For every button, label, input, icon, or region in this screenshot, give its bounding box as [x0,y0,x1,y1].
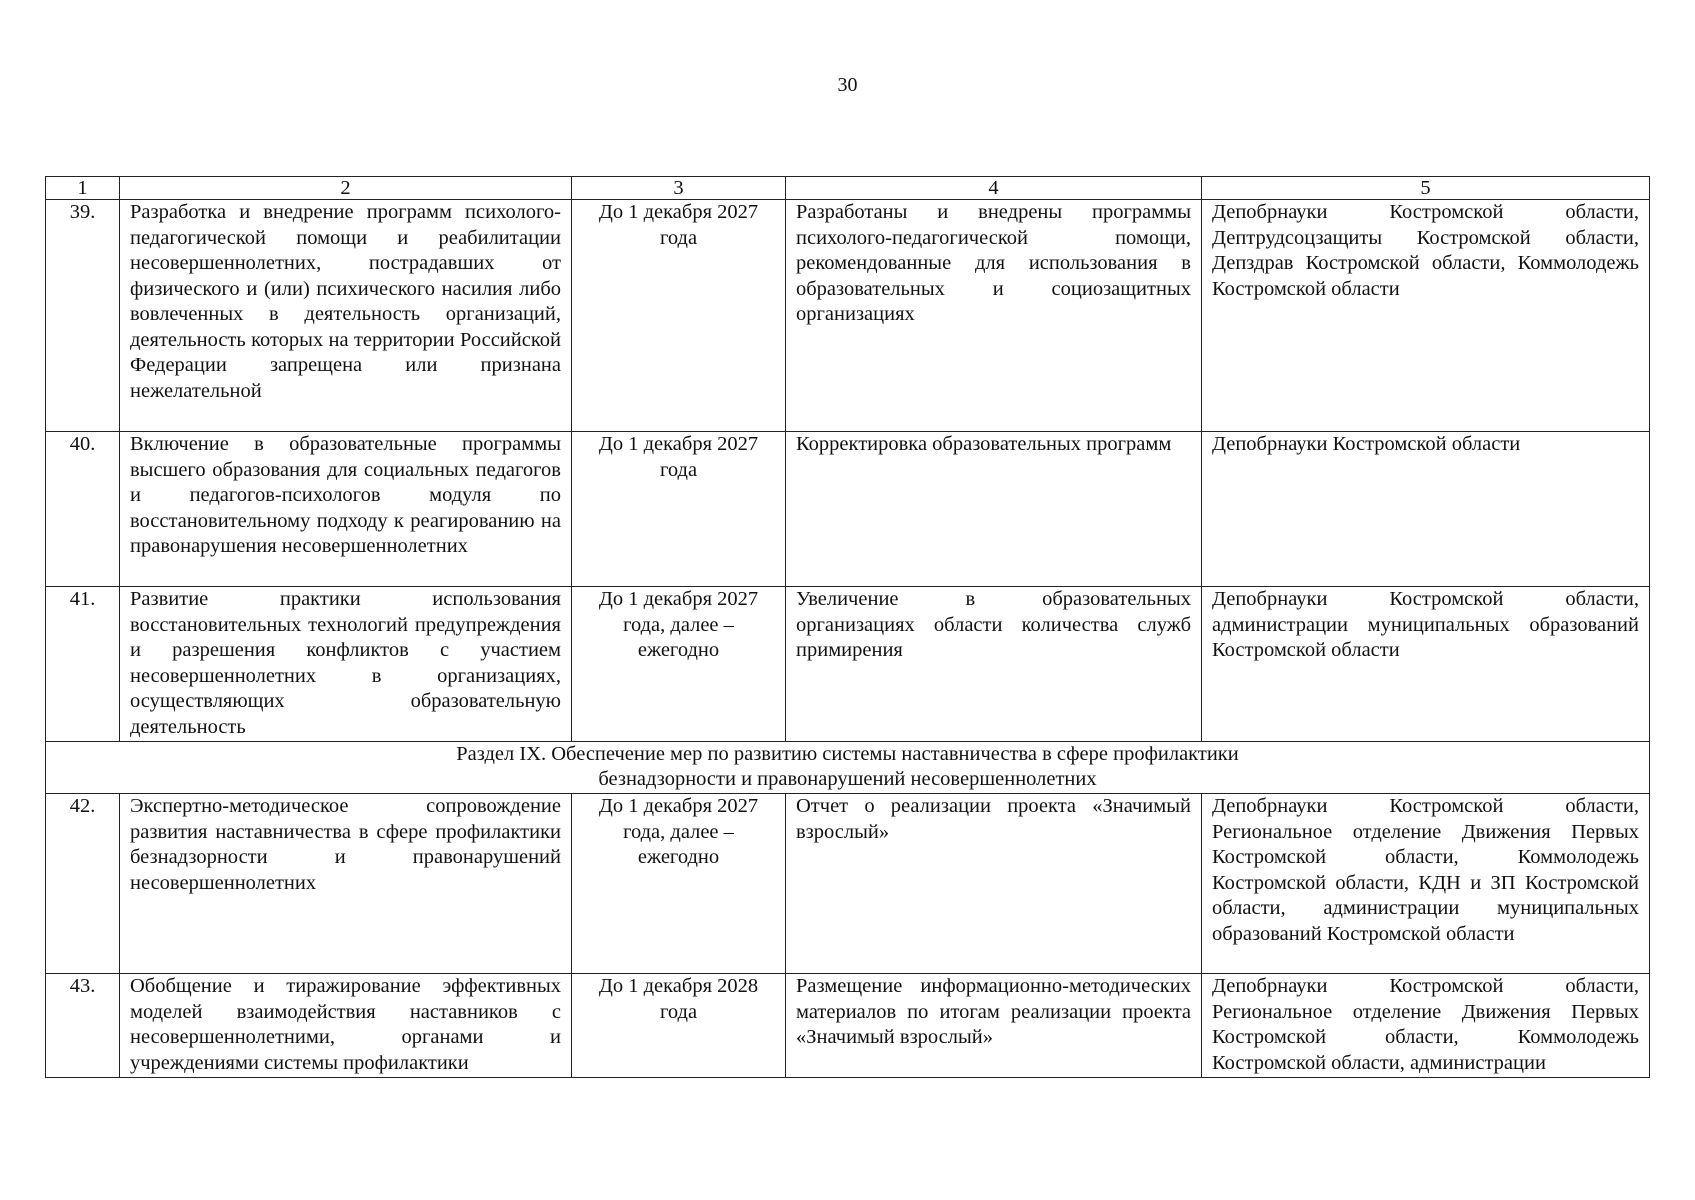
responsible-text: Депобрнауки Костромской области, Региональное отделение Движения Первых Костромской области, Коммолодежь Костромской области, КДН и ЗП Костромской области, администрации муниципальных образований Костромской области [1202,794,1650,974]
row-number: 39. [46,200,120,432]
section-title-line-1: Раздел IX. Обеспечение мер по развитию системы наставничества в сфере профилактики [456,743,1239,765]
table-row [46,432,1650,587]
responsible-text: Депобрнауки Костромской области, Дептрудсоцзащиты Костромской области, Депздрав Костромской области, Коммолодежь Костромской области [1202,200,1650,432]
deadline-text: До 1 декабря 2027 года, далее – ежегодно [572,794,786,974]
action-text: Обобщение и тиражирование эффективных моделей взаимодействия наставников с несовершеннолетними, органами и учреждениями системы профилактики [120,974,572,1078]
action-text: Экспертно-методическое сопровождение развития наставничества в сфере профилактики безнадзорности и правонарушений несовершеннолетних [120,794,572,974]
result-text: Увеличение в образовательных организациях области количества служб примирения [786,587,1202,742]
result-text: Отчет о реализации проекта «Значимый взрослый» [786,794,1202,974]
column-number-2: 2 [120,177,572,200]
result-text: Размещение информационно-методических материалов по итогам реализации проекта «Значимый взрослый» [786,974,1202,1078]
column-number-4: 4 [786,177,1202,200]
table-row [46,200,1650,432]
action-text: Включение в образовательные программы высшего образования для социальных педагогов и педагогов-психологов модуля по восстановительному подходу к реагированию на правонарушения несовершеннолетних [120,432,572,587]
column-number-3: 3 [572,177,786,200]
deadline-text: До 1 декабря 2027 года [572,200,786,432]
result-text: Корректировка образовательных программ [786,432,1202,587]
page-number: 30 [837,74,858,96]
responsible-text: Депобрнауки Костромской области, администрации муниципальных образований Костромской области [1202,587,1650,742]
deadline-text: До 1 декабря 2027 года, далее – ежегодно [572,587,786,742]
action-text: Разработка и внедрение программ психолого-педагогической помощи и реабилитации несовершеннолетних, пострадавших от физического и (или) психического насилия либо вовлеченных в деятельность организаций, деятельность которых на территории Российской Федерации запрещена или признана нежелательной [120,200,572,432]
row-number: 43. [46,974,120,1078]
table-row [46,794,1650,974]
section-title [46,742,1650,794]
table-row [46,587,1650,742]
row-number: 42. [46,794,120,974]
responsible-text: Депобрнауки Костромской области, Региональное отделение Движения Первых Костромской области, Коммолодежь Костромской области, администрации [1202,974,1650,1078]
deadline-text: До 1 декабря 2027 года [572,432,786,587]
row-number: 41. [46,587,120,742]
column-number-5: 5 [1202,177,1650,200]
deadline-text: До 1 декабря 2028 года [572,974,786,1078]
table-row [46,974,1650,1078]
section-title-line-2: безнадзорности и правонарушений несовершеннолетних [598,768,1097,790]
result-text: Разработаны и внедрены программы психолого-педагогической помощи, рекомендованные для использования в образовательных и социозащитных организациях [786,200,1202,432]
row-number: 40. [46,432,120,587]
action-plan-table [45,176,1650,1078]
responsible-text: Депобрнауки Костромской области [1202,432,1650,587]
section-row [46,742,1650,794]
column-number-row [46,177,1650,200]
action-text: Развитие практики использования восстановительных технологий предупреждения и разрешения конфликтов с участием несовершеннолетних в организациях, осуществляющих образовательную деятельность [120,587,572,742]
column-number-1: 1 [46,177,120,200]
